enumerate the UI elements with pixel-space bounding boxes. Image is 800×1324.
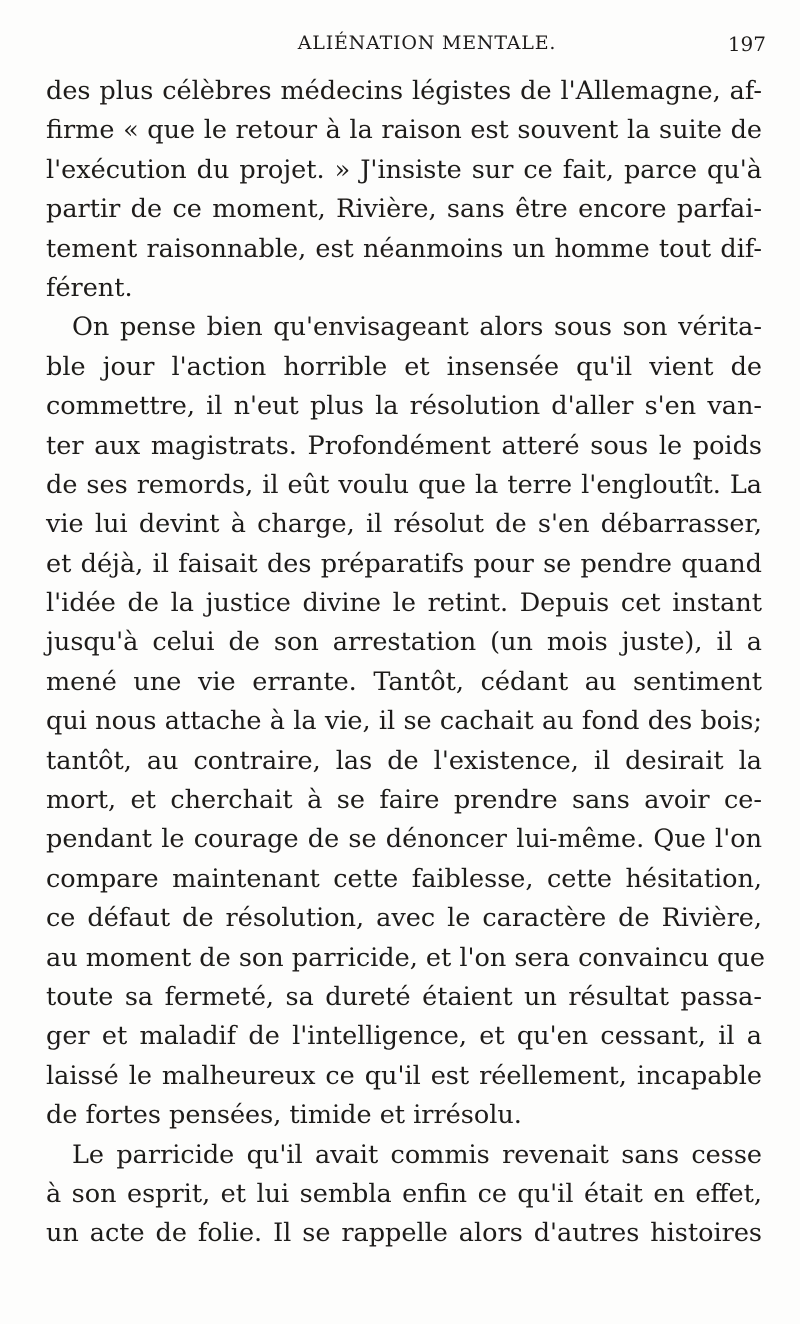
text-line: de fortes pensées, timide et irrésolu. <box>46 1100 522 1131</box>
text-line: ger et maladif de l'intelligence, et qu'en cessant, il a <box>46 1021 762 1052</box>
text-line: compare maintenant cette faiblesse, cette hésitation, <box>46 863 762 894</box>
text-line: ter aux magistrats. Profondément atteré sous le poids <box>46 430 762 461</box>
text-line: qui nous attache à la vie, il se cachait au fond des bois; <box>46 706 762 737</box>
text-line: commettre, il n'eut plus la résolution d'aller s'en van- <box>46 391 762 422</box>
text-line: pendant le courage de se dénoncer lui-même. Que l'on <box>46 824 762 855</box>
text-line: l'idée de la justice divine le retint. Depuis cet instant <box>46 588 762 619</box>
text-line: partir de ce moment, Rivière, sans être encore parfai- <box>46 194 762 225</box>
body-text <box>46 72 765 1254</box>
text-line: toute sa fermeté, sa dureté étaient un résultat passa- <box>46 981 762 1012</box>
text-line: mort, et cherchait à se faire prendre sans avoir ce- <box>46 785 762 816</box>
text-line: tantôt, au contraire, las de l'existence, il desirait la <box>46 745 762 776</box>
text-line: un acte de folie. Il se rappelle alors d'autres histoires <box>46 1218 762 1249</box>
text-line: et déjà, il faisait des préparatifs pour se pendre quand <box>46 548 762 579</box>
paragraph <box>46 72 762 308</box>
page-number: 197 <box>727 32 766 56</box>
text-line: laissé le malheureux ce qu'il est réellement, incapable <box>46 1060 762 1091</box>
text-line: au moment de son parricide, et l'on sera convaincu que <box>46 942 765 973</box>
text-line: On pense bien qu'envisageant alors sous son vérita- <box>72 312 762 343</box>
paragraph <box>46 308 765 1135</box>
text-line: firme « que le retour à la raison est souvent la suite de <box>46 115 762 146</box>
running-head <box>40 32 774 62</box>
paragraph <box>46 1136 762 1254</box>
text-line: ble jour l'action horrible et insensée qu'il vient de <box>46 351 762 382</box>
text-line: vie lui devint à charge, il résolut de s'en débarrasser, <box>46 509 762 540</box>
text-line: mené une vie errante. Tantôt, cédant au sentiment <box>46 666 762 697</box>
text-line: à son esprit, et lui sembla enfin ce qu'il était en effet, <box>46 1178 762 1209</box>
text-line: Le parricide qu'il avait commis revenait sans cesse <box>72 1139 762 1170</box>
text-line: ce défaut de résolution, avec le caractère de Rivière, <box>46 903 762 934</box>
text-line: des plus célèbres médecins légistes de l'Allemagne, af- <box>46 76 762 106</box>
text-line: tement raisonnable, est néanmoins un homme tout dif- <box>46 233 762 264</box>
text-line: jusqu'à celui de son arrestation (un mois juste), il a <box>46 627 762 658</box>
text-line: férent. <box>46 272 133 303</box>
text-line: l'exécution du projet. » J'insiste sur ce fait, parce qu'à <box>46 154 762 185</box>
running-head-title: ALIÉNATION MENTALE. <box>297 32 557 54</box>
text-line: de ses remords, il eût voulu que la terre l'engloutît. La <box>46 469 762 500</box>
